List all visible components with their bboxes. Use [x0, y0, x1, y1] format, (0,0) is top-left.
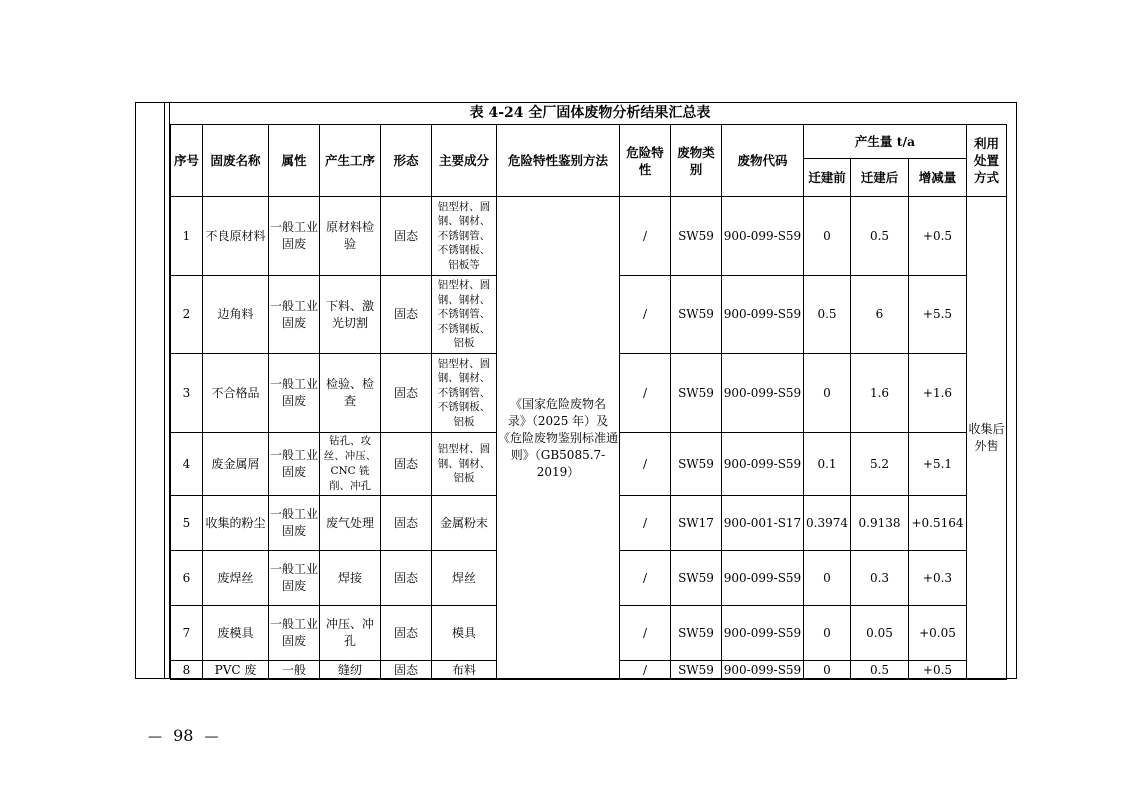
page-footer — [142, 726, 225, 745]
header-process: 产生工序 — [320, 125, 381, 197]
header-name: 固废名称 — [203, 125, 269, 197]
header-before: 迁建前 — [804, 159, 851, 197]
header-attr: 属性 — [269, 125, 320, 197]
header-amount: 产生量 t/a — [804, 125, 967, 159]
table-row: 5 收集的粉尘 一般工业固废 废气处理 固态 金属粉末 / SW17 900-001-S17 0.3974 0.9138 +0.5164 — [171, 496, 1007, 551]
header-after: 迁建后 — [851, 159, 909, 197]
header-composition: 主要成分 — [432, 125, 497, 197]
page-number: 98 — [173, 726, 194, 745]
solid-waste-table — [170, 124, 1007, 680]
footer-dash-left: — — [148, 729, 162, 745]
disposal-cell: 收集后外售 — [967, 197, 1007, 680]
table-row: 7 废模具 一般工业固废 冲压、冲孔 固态 模具 / SW59 900-099-S59 0 0.05 +0.05 — [171, 606, 1007, 661]
table-row: 3 不合格品 一般工业固废 检验、检查 固态 铝型材、圆钢、钢材、不锈钢管、不锈钢板、铝板 / SW59 900-099-S59 0 1.6 +1.6 — [171, 354, 1007, 433]
table-row: 6 废焊丝 一般工业固废 焊接 固态 焊丝 / SW59 900-099-S59 0 0.3 +0.3 — [171, 551, 1007, 606]
header-category: 废物类别 — [671, 125, 722, 197]
table-row: 4 废金属屑 一般工业固废 钻孔、攻丝、冲压、CNC 铣削、冲孔 固态 铝型材、圆钢、钢材、铝板 / SW59 900-099-S59 0.1 5.2 +5.1 — [171, 433, 1007, 496]
header-seq: 序号 — [171, 125, 203, 197]
header-change: 增减量 — [909, 159, 967, 197]
header-disposal: 利用处置方式 — [967, 125, 1007, 197]
method-cell: 《国家危险废物名录》（2025 年）及《危险废物鉴别标准通则》（GB5085.7-2019） — [497, 197, 620, 680]
table-row: 1 不良原材料 一般工业固废 原材料检验 固态 铝型材、圆钢、钢材、不锈钢管、不锈钢板、铝板等 《国家危险废物名录》（2025 年）及《危险废物鉴别标准通则》（GB5085.7-2019） / SW59 900-099-S59 0 0.5 +0.5 收集后外售 — [171, 197, 1007, 276]
table-row: 8 PVC 废 一般 缝纫 固态 布料 / SW59 900-099-S59 0 0.5 +0.5 — [171, 661, 1007, 680]
header-method: 危险特性鉴别方法 — [497, 125, 620, 197]
header-row-1 — [171, 125, 1007, 159]
table-row: 2 边角料 一般工业固废 下料、激光切割 固态 铝型材、圆钢、钢材、不锈钢管、不锈钢板、铝板 / SW59 900-099-S59 0.5 6 +5.5 — [171, 276, 1007, 354]
header-hazard: 危险特性 — [620, 125, 671, 197]
header-code: 废物代码 — [722, 125, 804, 197]
page-bottom-line — [135, 678, 1017, 679]
footer-dash-right: — — [204, 729, 219, 745]
header-form: 形态 — [381, 125, 432, 197]
table-title: 表 4-24 全厂固体废物分析结果汇总表 — [469, 105, 711, 121]
left-margin-column — [135, 102, 165, 679]
